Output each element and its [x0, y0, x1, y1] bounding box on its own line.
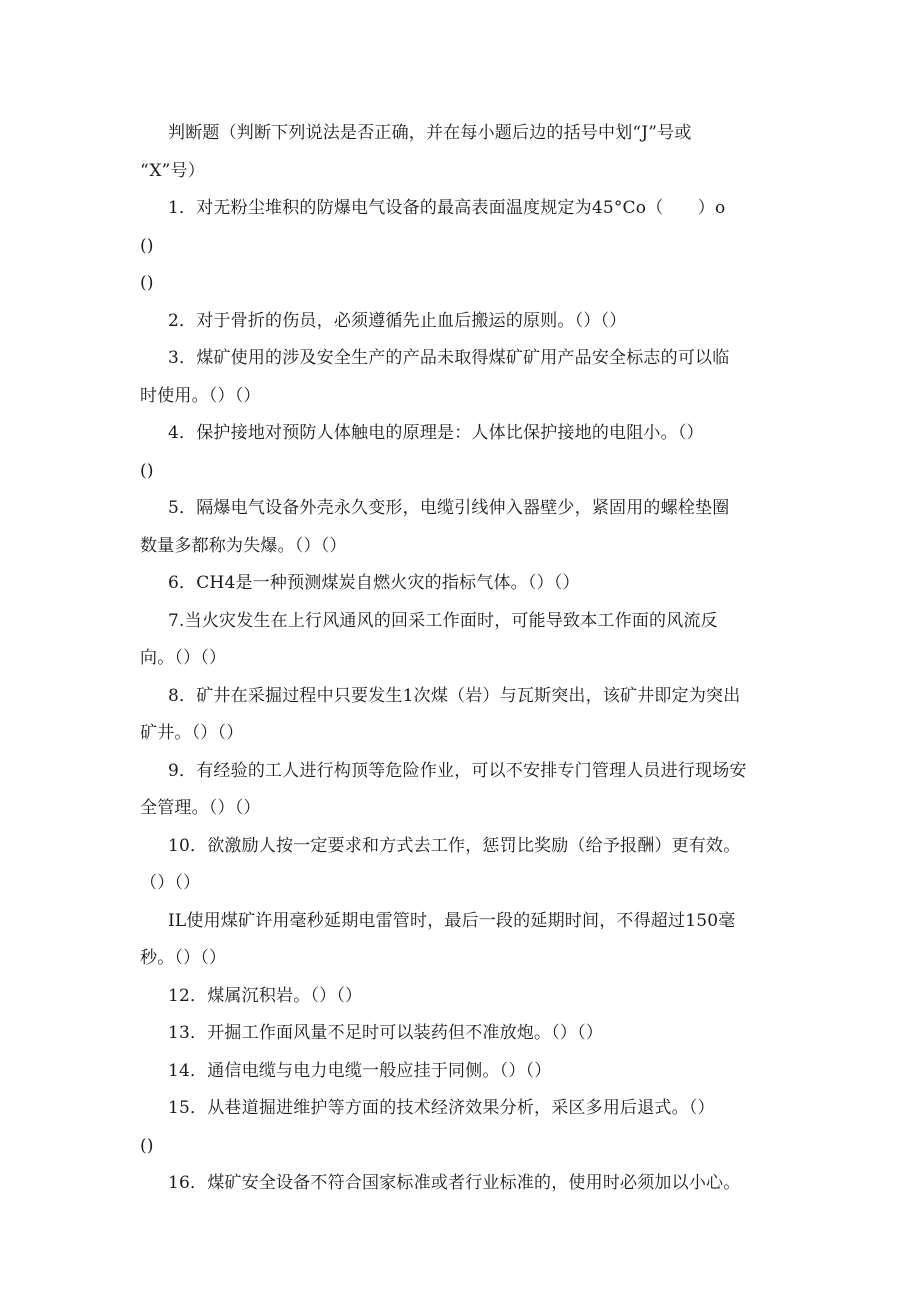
text-line: 3．煤矿使用的涉及安全生产的产品未取得煤矿矿用产品安全标志的可以临: [168, 348, 730, 368]
text-line: (): [140, 235, 154, 256]
text-line: 矿井。（）（）: [140, 723, 244, 743]
text-line: 16．煤矿安全设备不符合国家标准或者行业标准的，使用时必须加以小心。: [168, 1173, 741, 1193]
text-line: 秒。（）（）: [140, 948, 227, 968]
text-line: 1．对无粉尘堆积的防爆电气设备的最高表面温度规定为45°Co（ ）o: [168, 198, 726, 218]
text-line: 6．CH4是一种预测煤炭自燃火灾的指标气体。（）（）: [168, 573, 580, 593]
text-line: (): [140, 1135, 154, 1156]
text-line: IL使用煤矿许用毫秒延期电雷管时，最后一段的延期时间，不得超过150毫: [168, 910, 736, 931]
text-line: (): [140, 460, 154, 481]
text-line: 12．煤属沉积岩。（）（）: [168, 985, 363, 1006]
text-line: 4．保护接地对预防人体触电的原理是：人体比保护接地的电阻小。（）: [168, 423, 704, 443]
text-line: 7.当火灾发生在上行风通风的回采工作面时，可能导致本工作面的风流反: [168, 610, 718, 631]
question-list: [140, 115, 800, 1203]
text-line: 全管理。（）（）: [140, 798, 261, 818]
text-line: 5．隔爆电气设备外壳永久变形，电缆引线伸入器壁少，紧固用的螺栓垫圈: [168, 498, 730, 518]
text-line: 9．有经验的工人进行构顶等危险作业，可以不安排专门管理人员进行现场安: [168, 760, 747, 781]
text-line: 14．通信电缆与电力电缆一般应挂于同侧。（）（）: [168, 1060, 552, 1081]
text-line: （）（）: [140, 873, 201, 893]
text-line: 8．矿井在采掘过程中只要发生1次煤（岩）与瓦斯突出，该矿井即定为突出: [168, 685, 741, 706]
text-line: 15．从巷道掘进维护等方面的技术经济效果分析，采区多用后退式。（）: [168, 1098, 715, 1118]
text-line: 10．欲激励人按一定要求和方式去工作，惩罚比奖励（给予报酬）更有效。: [168, 835, 741, 856]
text-line: 时使用。（）（）: [140, 385, 261, 406]
text-line: 数量多都称为失爆。（）（）: [140, 535, 347, 556]
text-line: (): [140, 273, 154, 293]
text-line: 13．开掘工作面风量不足时可以装药但不准放炮。（）（）: [168, 1023, 604, 1043]
text-line: “X”号）: [140, 160, 205, 181]
text-line: 向。（）（）: [140, 648, 227, 668]
text-line: 2．对于骨折的伤员，必须遵循先止血后搬运的原则。（）（）: [168, 310, 627, 331]
text-line: 判断题（判断下列说法是否正确，并在每小题后边的括号中划“J”号或: [168, 123, 692, 143]
